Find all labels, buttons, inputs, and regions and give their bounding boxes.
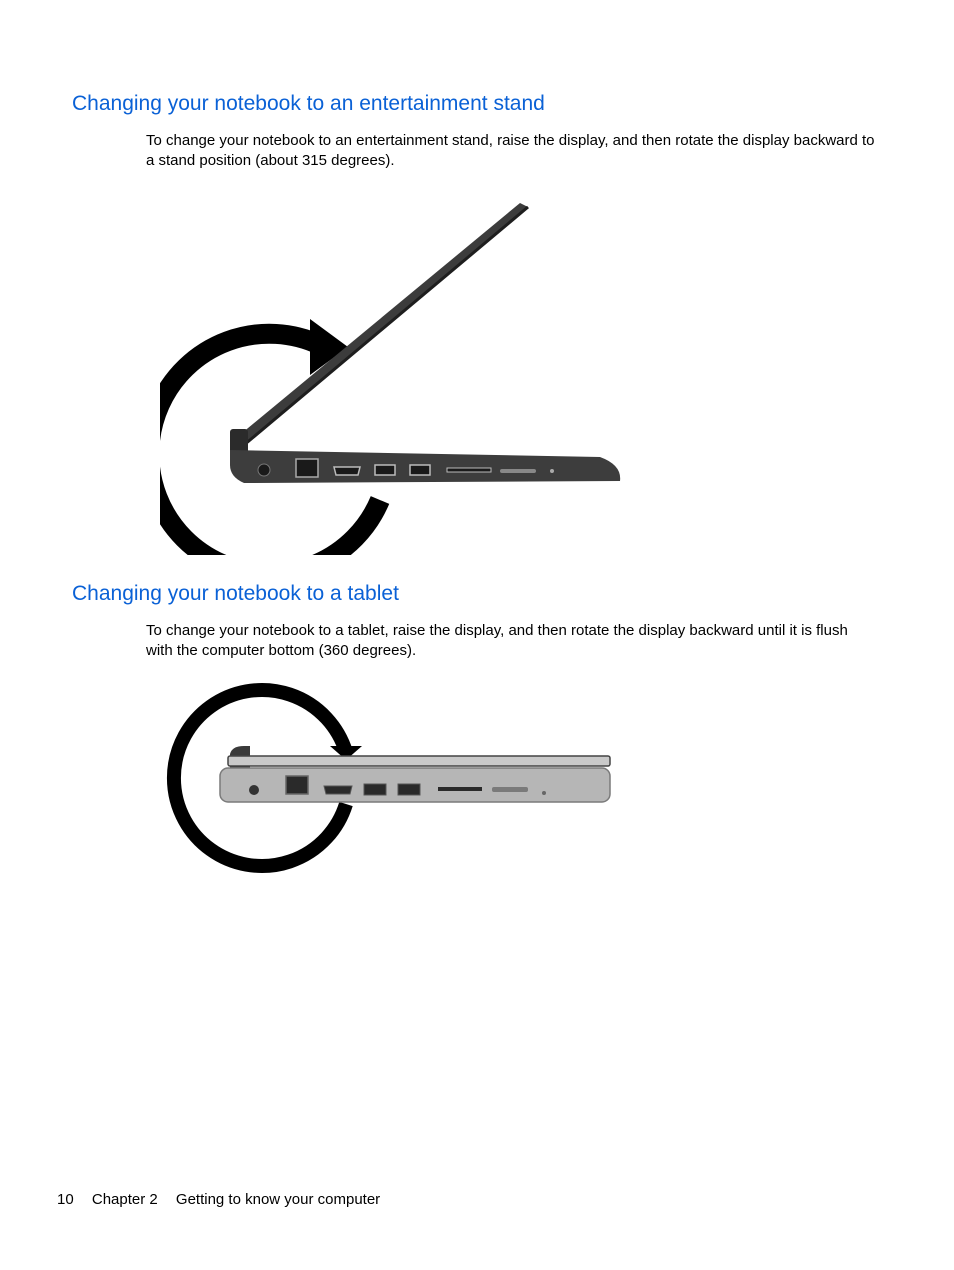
usb-port-icon [398,784,420,795]
display-panel [228,756,610,766]
tablet-mode-illustration [160,676,620,886]
usb-port-icon [364,784,386,795]
ethernet-port-icon [296,459,318,477]
power-jack-icon [258,464,270,476]
volume-button-icon [500,469,536,473]
stand-mode-illustration [160,195,630,555]
volume-button-icon [492,787,528,792]
card-reader-icon [447,468,491,472]
usb-port-icon [375,465,395,475]
indicator-light-icon [550,469,554,473]
section-heading-entertainment-stand: Changing your notebook to an entertainment stand [72,92,545,115]
card-reader-icon [438,787,482,791]
page-footer [57,1191,394,1208]
chapter-title: Getting to know your computer [175,1191,381,1208]
hdmi-port-icon [324,786,352,794]
chapter-label: Chapter 2 [91,1191,158,1208]
section-body-tablet: To change your notebook to a tablet, raise the display, and then rotate the display backward until it is flush with the computer bottom (360 degrees). [146,622,848,659]
ethernet-port-icon [286,776,308,794]
indicator-light-icon [542,791,546,795]
section-heading-tablet: Changing your notebook to a tablet [72,582,399,605]
section-body-entertainment-stand: To change your notebook to an entertainment stand, raise the display, and then rotate the display backward to a stand position (about 315 degrees). [146,132,875,169]
page-number: 10 [57,1191,74,1208]
power-jack-icon [249,785,259,795]
hdmi-port-icon [334,467,360,475]
usb-port-icon [410,465,430,475]
